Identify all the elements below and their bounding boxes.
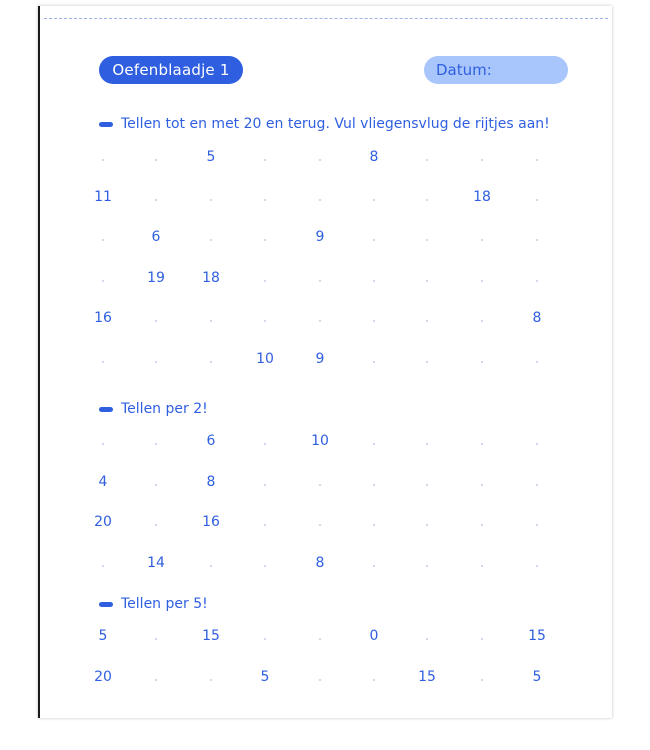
blank-slot[interactable] [210,320,212,322]
given-number: 15 [202,628,220,644]
section-heading-count-to-20 [99,114,550,134]
date-field[interactable]: Datum: [424,56,568,84]
blank-slot[interactable] [481,239,483,241]
blank-slot[interactable] [373,443,375,445]
blank-slot[interactable] [102,443,104,445]
blank-slot[interactable] [536,159,538,161]
given-number: 18 [473,189,491,205]
blank-slot[interactable] [536,565,538,567]
given-number: 11 [94,189,112,205]
blank-slot[interactable] [373,199,375,201]
blank-slot[interactable] [481,320,483,322]
blank-slot[interactable] [210,565,212,567]
blank-slot[interactable] [264,443,266,445]
blank-slot[interactable] [373,239,375,241]
blank-slot[interactable] [536,361,538,363]
blank-slot[interactable] [426,320,428,322]
given-number: 5 [260,669,270,685]
blank-slot[interactable] [426,239,428,241]
blank-slot[interactable] [481,280,483,282]
blank-slot[interactable] [102,239,104,241]
blank-slot[interactable] [481,484,483,486]
given-number: 9 [315,351,325,367]
blank-slot[interactable] [155,320,157,322]
section-heading-text: Tellen per 2! [121,401,208,417]
blank-slot[interactable] [210,199,212,201]
blank-slot[interactable] [155,638,157,640]
blank-slot[interactable] [373,524,375,526]
blank-slot[interactable] [155,484,157,486]
given-number: 16 [94,310,112,326]
blank-slot[interactable] [426,280,428,282]
blank-slot[interactable] [373,484,375,486]
given-number: 20 [94,669,112,685]
blank-slot[interactable] [536,280,538,282]
blank-slot[interactable] [319,638,321,640]
given-number: 6 [206,433,216,449]
perforation-line [44,18,608,19]
given-number: 10 [311,433,329,449]
blank-slot[interactable] [373,280,375,282]
blank-slot[interactable] [426,443,428,445]
blank-slot[interactable] [264,280,266,282]
blank-slot[interactable] [155,443,157,445]
given-number: 5 [98,628,108,644]
blank-slot[interactable] [210,679,212,681]
given-number: 0 [369,628,379,644]
blank-slot[interactable] [210,361,212,363]
blank-slot[interactable] [536,199,538,201]
given-number: 19 [147,270,165,286]
blank-slot[interactable] [264,159,266,161]
section-heading-text: Tellen per 5! [121,596,208,612]
blank-slot[interactable] [536,443,538,445]
bullet-icon [99,122,113,127]
blank-slot[interactable] [210,239,212,241]
blank-slot[interactable] [426,361,428,363]
blank-slot[interactable] [264,484,266,486]
blank-slot[interactable] [373,320,375,322]
given-number: 8 [369,149,379,165]
blank-slot[interactable] [155,524,157,526]
blank-slot[interactable] [536,484,538,486]
blank-slot[interactable] [155,361,157,363]
given-number: 10 [256,351,274,367]
bullet-icon [99,602,113,607]
blank-slot[interactable] [426,565,428,567]
blank-slot[interactable] [536,524,538,526]
blank-slot[interactable] [426,199,428,201]
bullet-icon [99,407,113,412]
given-number: 5 [532,669,542,685]
blank-slot[interactable] [481,524,483,526]
blank-slot[interactable] [426,638,428,640]
blank-slot[interactable] [481,565,483,567]
blank-slot[interactable] [319,199,321,201]
blank-slot[interactable] [373,565,375,567]
blank-slot[interactable] [155,679,157,681]
given-number: 8 [532,310,542,326]
blank-slot[interactable] [481,159,483,161]
given-number: 14 [147,555,165,571]
blank-slot[interactable] [426,159,428,161]
blank-slot[interactable] [264,565,266,567]
given-number: 8 [315,555,325,571]
section-heading-text: Tellen tot en met 20 en terug. Vul vliegensvlug de rijtjes aan! [121,116,550,132]
blank-slot[interactable] [264,638,266,640]
given-number: 20 [94,514,112,530]
given-number: 15 [418,669,436,685]
given-number: 5 [206,149,216,165]
blank-slot[interactable] [373,361,375,363]
given-number: 18 [202,270,220,286]
given-number: 6 [151,229,161,245]
blank-slot[interactable] [319,159,321,161]
blank-slot[interactable] [102,361,104,363]
blank-slot[interactable] [481,679,483,681]
given-number: 9 [315,229,325,245]
blank-slot[interactable] [155,159,157,161]
blank-slot[interactable] [426,524,428,526]
blank-slot[interactable] [264,199,266,201]
blank-slot[interactable] [481,638,483,640]
blank-slot[interactable] [319,280,321,282]
blank-slot[interactable] [481,443,483,445]
blank-slot[interactable] [102,159,104,161]
blank-slot[interactable] [264,239,266,241]
blank-slot[interactable] [426,484,428,486]
blank-slot[interactable] [102,565,104,567]
section-heading-count-by-2 [99,399,208,419]
blank-slot[interactable] [319,524,321,526]
binding-edge [38,6,40,718]
blank-slot[interactable] [102,280,104,282]
given-number: 8 [206,474,216,490]
blank-slot[interactable] [155,199,157,201]
blank-slot[interactable] [481,361,483,363]
blank-slot[interactable] [536,239,538,241]
blank-slot[interactable] [373,679,375,681]
given-number: 4 [98,474,108,490]
worksheet-title: Oefenblaadje 1 [99,56,243,84]
given-number: 15 [528,628,546,644]
blank-slot[interactable] [264,524,266,526]
section-heading-count-by-5 [99,594,208,614]
blank-slot[interactable] [319,679,321,681]
blank-slot[interactable] [264,320,266,322]
given-number: 16 [202,514,220,530]
blank-slot[interactable] [319,320,321,322]
blank-slot[interactable] [319,484,321,486]
